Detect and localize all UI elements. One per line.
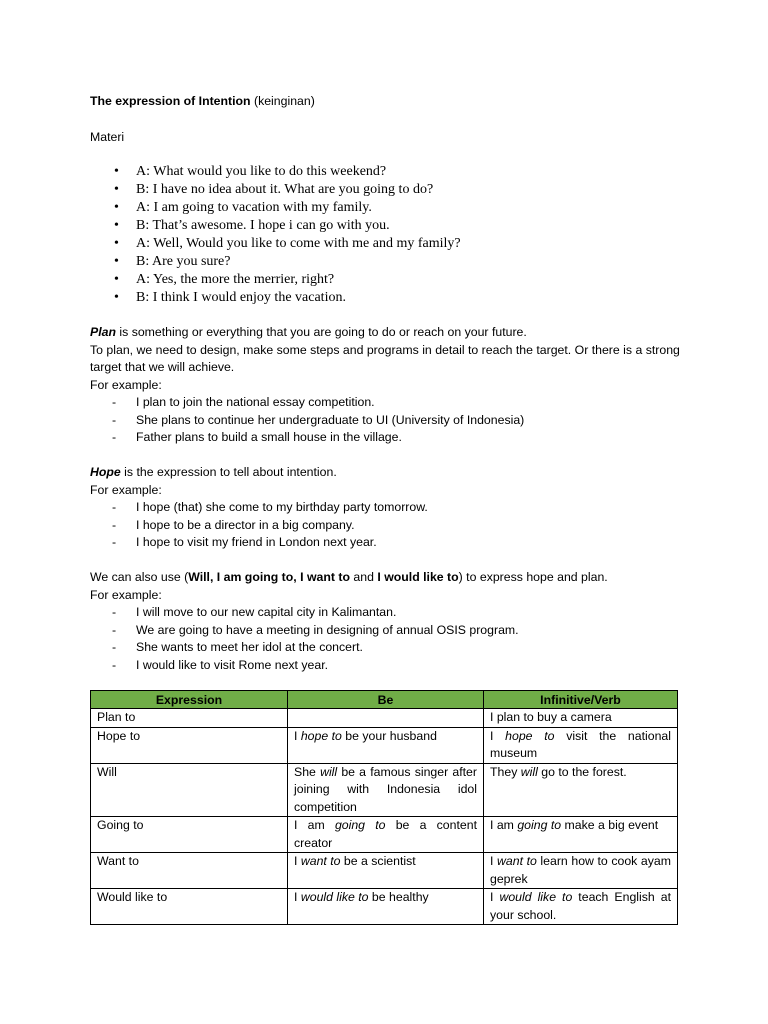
dialog-line: [90, 253, 461, 271]
cell-be: I would like to be healthy: [288, 889, 484, 925]
cell-expression: Going to: [91, 817, 288, 853]
also-post: ) to express hope and plan.: [458, 570, 608, 584]
list-item: [90, 429, 680, 447]
header-infinitive-verb: Infinitive/Verb: [484, 691, 678, 709]
list-item: [90, 604, 680, 622]
list-item: [90, 639, 680, 657]
bullet-icon: •: [114, 164, 119, 179]
list-item: [90, 499, 680, 517]
cell-expression: Want to: [91, 853, 288, 889]
dialog-text: B: I have no idea about it. What are you going to do?: [136, 182, 434, 197]
bullet-icon: •: [114, 290, 119, 305]
dialog-line: [90, 181, 461, 199]
dialog-line: [90, 163, 461, 181]
example-text: We are going to have a meeting in designing of annual OSIS program.: [136, 622, 519, 637]
hope-def-text: is the expression to tell about intention.: [120, 465, 337, 479]
cell-be: I am going to be a content creator: [288, 817, 484, 853]
list-item: [90, 517, 680, 535]
cell-be: I hope to be your husband: [288, 727, 484, 763]
list-item: [90, 534, 680, 552]
cell-be: [288, 709, 484, 728]
plan-description: To plan, we need to design, make some steps and programs in detail to reach the target. Or there is a strong target that we will achieve.: [90, 342, 680, 374]
also-example-label: For example:: [90, 587, 162, 602]
bullet-icon: •: [114, 218, 119, 233]
list-item: [90, 394, 680, 412]
dash-icon: -: [112, 500, 117, 514]
example-text: I hope to visit my friend in London next year.: [136, 535, 377, 549]
dialog-line: [90, 217, 461, 235]
dialog-text: A: Yes, the more the merrier, right?: [136, 272, 335, 287]
hope-section: [90, 464, 680, 552]
bullet-icon: •: [114, 200, 119, 215]
example-text: I would like to visit Rome next year.: [136, 657, 329, 672]
dialog-text: A: What would you like to do this weekend?: [136, 164, 387, 179]
example-text: She wants to meet her idol at the concert.: [136, 640, 363, 654]
example-text: Father plans to build a small house in the village.: [136, 430, 402, 444]
also-examples: [90, 604, 680, 674]
also-pre: We can also use (: [90, 570, 189, 584]
list-item: [90, 622, 680, 640]
cell-expression: Hope to: [91, 727, 288, 763]
dialog-line: [90, 271, 461, 289]
dash-icon: -: [112, 605, 117, 619]
table-row: [91, 817, 678, 853]
header-be: Be: [288, 691, 484, 709]
table-row: [91, 763, 678, 817]
bullet-icon: •: [114, 182, 119, 197]
table-row: [91, 853, 678, 889]
table-body: [91, 709, 678, 925]
bullet-icon: •: [114, 272, 119, 287]
hope-example-label: For example:: [90, 482, 162, 497]
dialog-line: [90, 235, 461, 253]
cell-expression: Plan to: [91, 709, 288, 728]
example-text: She plans to continue her undergraduate to UI (University of Indonesia): [136, 412, 525, 427]
dialog-text: A: I am going to vacation with my family.: [136, 200, 372, 215]
plan-examples: [90, 394, 680, 447]
dash-icon: -: [112, 535, 117, 549]
title-rest: (keinginan): [250, 94, 315, 108]
also-section: [90, 569, 680, 674]
table-header-row: [91, 691, 678, 709]
dialog-text: B: That’s awesome. I hope i can go with you.: [136, 218, 390, 233]
header-expression: Expression: [91, 691, 288, 709]
table-row: [91, 727, 678, 763]
example-text: I hope (that) she come to my birthday party tomorrow.: [136, 500, 428, 514]
dash-icon: -: [112, 412, 117, 427]
cell-infinitive-verb: I hope to visit the national museum: [484, 727, 678, 763]
cell-infinitive-verb: I want to learn how to cook ayam geprek: [484, 853, 678, 889]
cell-infinitive-verb: They will go to the forest.: [484, 763, 678, 817]
title-bold: The expression of Intention: [90, 94, 251, 108]
also-intro: [90, 569, 680, 587]
cell-be: I want to be a scientist: [288, 853, 484, 889]
table-row: [91, 889, 678, 925]
example-text: I plan to join the national essay competition.: [136, 395, 375, 409]
document-title: [90, 94, 315, 108]
plan-section: [90, 324, 680, 447]
dialog-list: [90, 163, 461, 307]
list-item: [90, 412, 680, 430]
plan-term: Plan: [90, 325, 116, 339]
cell-infinitive-verb: I am going to make a big event: [484, 817, 678, 853]
section-label-materi: Materi: [90, 130, 125, 144]
bullet-icon: •: [114, 254, 119, 269]
example-text: I hope to be a director in a big company.: [136, 517, 355, 532]
cell-expression: Will: [91, 763, 288, 817]
dialog-text: A: Well, Would you like to come with me and my family?: [136, 236, 461, 251]
dialog-line: [90, 199, 461, 217]
cell-expression: Would like to: [91, 889, 288, 925]
dash-icon: -: [112, 640, 117, 654]
dash-icon: -: [112, 622, 117, 637]
dialog-text: B: Are you sure?: [136, 254, 231, 269]
dialog-line: [90, 289, 461, 307]
dash-icon: -: [112, 430, 117, 444]
bullet-icon: •: [114, 236, 119, 251]
dash-icon: -: [112, 395, 117, 409]
example-text: I will move to our new capital city in Kalimantan.: [136, 605, 397, 619]
plan-definition: [90, 324, 680, 342]
also-bold1: Will, I am going to, I want to: [188, 570, 350, 584]
hope-definition: [90, 464, 680, 482]
cell-be: She will be a famous singer after joining with Indonesia idol competition: [288, 763, 484, 817]
cell-infinitive-verb: I would like to teach English at your school.: [484, 889, 678, 925]
cell-infinitive-verb: I plan to buy a camera: [484, 709, 678, 728]
plan-def-text: is something or everything that you are going to do or reach on your future.: [115, 325, 527, 339]
dash-icon: -: [112, 657, 117, 672]
dialog-text: B: I think I would enjoy the vacation.: [136, 290, 346, 305]
hope-term: Hope: [90, 465, 121, 479]
expression-table: [90, 690, 678, 925]
dash-icon: -: [112, 517, 117, 532]
plan-example-label: For example:: [90, 377, 162, 392]
table-row: [91, 709, 678, 728]
list-item: [90, 657, 680, 675]
also-bold2: I would like to: [377, 570, 459, 584]
hope-examples: [90, 499, 680, 552]
also-mid: and: [350, 570, 378, 584]
